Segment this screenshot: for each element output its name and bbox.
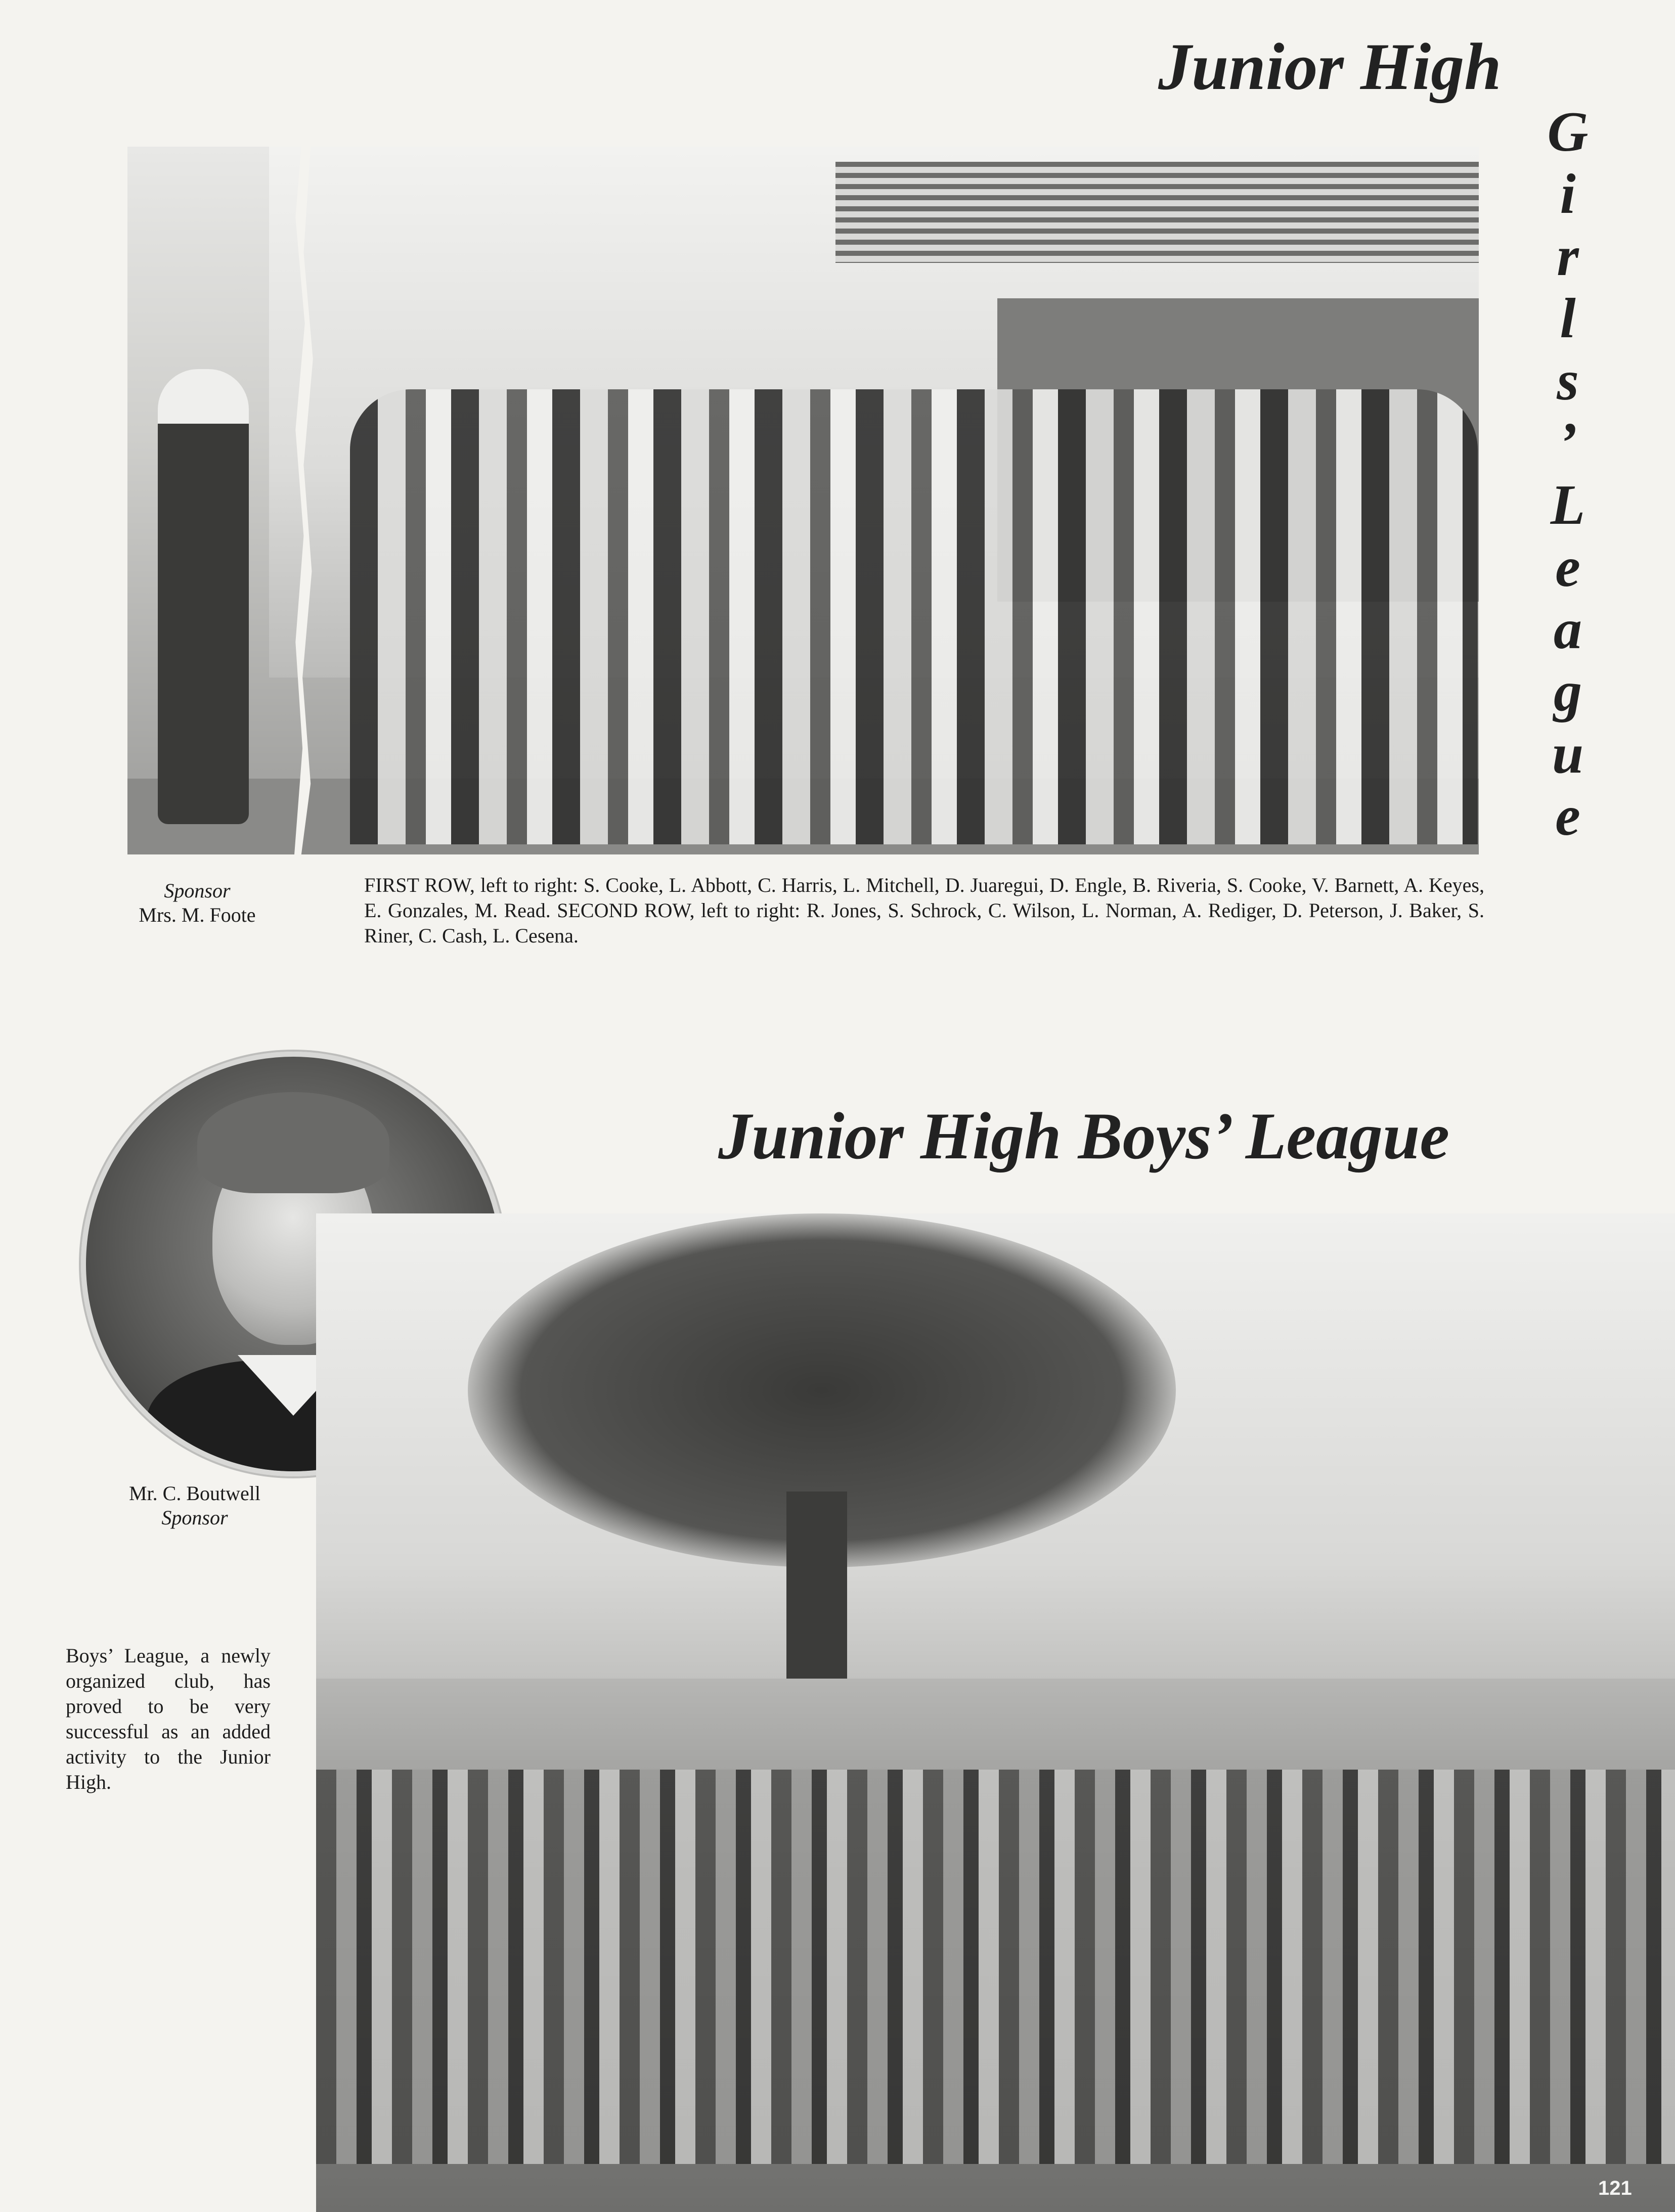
sponsor-name: Mrs. M. Foote: [139, 904, 256, 926]
louvered-roof: [835, 162, 1479, 263]
girls-sponsor-caption: [101, 879, 293, 927]
girls-league-vertical-title: [1540, 101, 1596, 847]
vertical-letter: a: [1554, 598, 1582, 661]
boys-league-group-photo: [316, 1213, 1675, 2212]
vertical-letter: ’: [1558, 412, 1577, 474]
girls-group: [350, 389, 1478, 844]
boys-league-title: Junior High Boys’ League: [718, 1099, 1450, 1173]
vertical-letter: s: [1557, 349, 1579, 412]
vertical-letter: e: [1555, 536, 1580, 599]
sponsor-figure: [158, 369, 249, 824]
vertical-letter: i: [1560, 163, 1576, 225]
vertical-letter: L: [1550, 474, 1585, 536]
page-number: 121: [1598, 2177, 1632, 2199]
boys-league-description: Boys’ League, a newly organized club, has proved to be very successful as an added activity to the Junior High.: [66, 1644, 271, 1793]
girls-league-title: Junior High: [1158, 29, 1502, 104]
sponsor-name: Mr. C. Boutwell: [128, 1482, 261, 1505]
vertical-letter: e: [1555, 785, 1580, 847]
vertical-letter: g: [1554, 660, 1582, 723]
oak-tree-trunk: [786, 1492, 847, 1704]
vertical-letter: r: [1557, 225, 1579, 288]
boys-sponsor-caption: [101, 1481, 288, 1530]
vertical-letter: G: [1547, 101, 1589, 163]
sponsor-label: Sponsor: [161, 1506, 228, 1529]
portrait-hair: [197, 1092, 389, 1193]
girls-roster-caption: FIRST ROW, left to right: S. Cooke, L. Abbott, C. Harris, L. Mitchell, D. Juaregui, D. Engle, B. Riveria, S. Cooke, V. Barnett, A. Keyes, E. Gonzales, M. Read. SECOND ROW, left to right: R. Jones, S. Schrock, C. Wilson, L. Norman, A. Rediger, D. Peterson, J. Baker, S. Riner, C. Cash, L. Cesena.: [364, 874, 1484, 947]
vertical-letter: l: [1560, 287, 1576, 350]
girls-league-group-photo: [127, 147, 1479, 854]
vertical-letter: u: [1552, 723, 1584, 785]
boys-group: [316, 1770, 1675, 2164]
sponsor-label: Sponsor: [164, 879, 231, 902]
